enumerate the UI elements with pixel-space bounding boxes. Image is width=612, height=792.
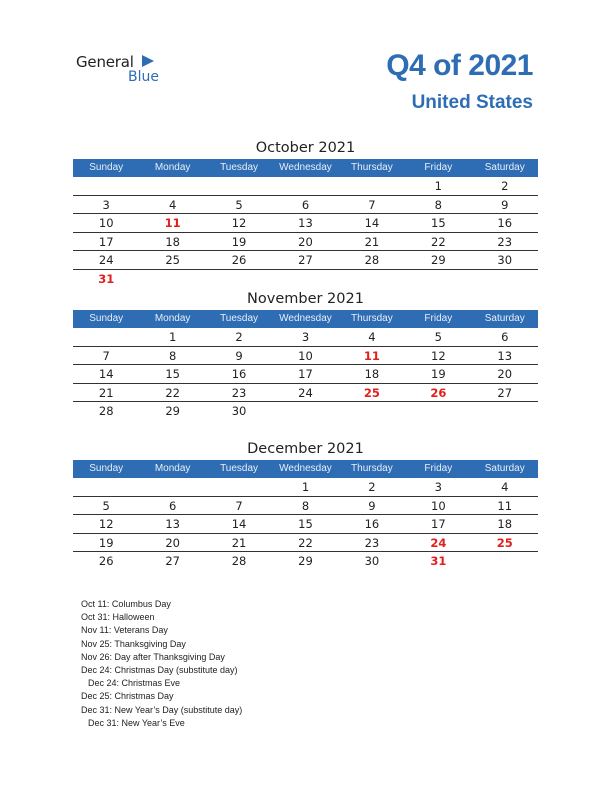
day-cell: 23 — [364, 535, 380, 550]
day-cell: 9 — [501, 197, 509, 212]
day-cell: 6 — [501, 330, 509, 344]
day-cell: 25 — [363, 385, 380, 400]
day-cell: 14 — [364, 216, 380, 230]
weekday-label: Saturday — [484, 463, 525, 474]
day-cell: 12 — [431, 348, 446, 363]
month-title: October 2021 — [255, 140, 356, 156]
day-cell: 6 — [301, 197, 310, 212]
day-cell — [206, 177, 272, 195]
logo-blue-text: Blue — [128, 69, 159, 85]
week-row — [73, 402, 538, 420]
day-cell — [339, 402, 405, 420]
weekday-header — [73, 310, 538, 328]
day-cell: 14 — [231, 517, 247, 531]
day-cell: 1 — [301, 480, 310, 494]
day-cell: 13 — [165, 517, 180, 531]
day-cell: 28 — [231, 554, 247, 568]
holiday-entry: Dec 25: Christmas Day — [81, 691, 174, 702]
day-cell — [206, 478, 272, 496]
day-cell: 22 — [165, 385, 180, 400]
weekday-label: Monday — [154, 463, 191, 474]
day-cell: 25 — [165, 253, 180, 267]
weekday-label: Thursday — [351, 162, 393, 173]
day-cell: 15 — [431, 216, 446, 230]
day-cell: 24 — [98, 253, 114, 267]
day-cell: 18 — [497, 517, 513, 531]
day-cell: 5 — [102, 498, 110, 513]
month-calendar — [73, 288, 538, 420]
day-cell: 10 — [98, 216, 114, 230]
holiday-entry: Dec 31: New Year’s Eve — [88, 717, 185, 728]
weekday-label: Tuesday — [220, 463, 259, 474]
day-cell: 20 — [497, 367, 513, 381]
week-row — [73, 177, 538, 196]
day-cell: 24 — [298, 385, 313, 400]
brand-logo — [76, 53, 186, 89]
week-row — [73, 365, 538, 384]
day-cell: 2 — [235, 330, 243, 344]
month-calendar — [73, 137, 538, 287]
weekday-label: Friday — [424, 162, 453, 173]
day-cell: 3 — [434, 480, 442, 494]
weekday-label: Wednesday — [279, 162, 332, 173]
holiday-entry: Nov 25: Thanksgiving Day — [81, 638, 186, 649]
day-cell: 27 — [298, 253, 313, 267]
weekday-label: Sunday — [89, 313, 124, 324]
week-row — [73, 270, 538, 288]
day-cell: 8 — [434, 197, 442, 212]
day-cell: 2 — [501, 179, 509, 193]
logo-general-text: General — [76, 53, 134, 71]
day-cell: 31 — [430, 554, 447, 568]
day-cell: 11 — [164, 216, 181, 230]
day-cell: 5 — [434, 330, 442, 344]
day-cell — [139, 177, 205, 195]
day-cell: 14 — [98, 367, 114, 381]
day-cell: 24 — [430, 535, 447, 550]
day-cell: 7 — [102, 348, 110, 363]
day-cell: 3 — [102, 197, 110, 212]
weekday-header — [73, 460, 538, 478]
day-cell: 15 — [165, 367, 180, 381]
day-cell — [73, 478, 139, 496]
day-cell: 18 — [165, 234, 180, 249]
day-cell: 11 — [363, 348, 380, 363]
day-cell: 20 — [165, 535, 180, 550]
week-row — [73, 233, 538, 252]
day-cell: 20 — [298, 234, 313, 249]
day-cell: 18 — [364, 367, 380, 381]
weekday-label: Monday — [154, 162, 191, 173]
day-cell: 23 — [231, 385, 247, 400]
quarter-title: Q4 of 2021 — [386, 49, 533, 82]
weekday-label: Monday — [154, 313, 191, 324]
day-cell: 30 — [231, 404, 247, 418]
day-cell: 16 — [497, 216, 513, 230]
day-cell: 9 — [235, 348, 243, 363]
week-row — [73, 328, 538, 347]
day-cell: 7 — [235, 498, 243, 513]
weekday-label: Tuesday — [220, 162, 259, 173]
day-cell: 28 — [98, 404, 114, 418]
day-cell: 21 — [364, 234, 380, 249]
week-row — [73, 347, 538, 366]
holiday-entry: Dec 24: Christmas Eve — [88, 678, 181, 689]
day-cell — [139, 270, 205, 288]
day-cell: 11 — [497, 498, 513, 513]
day-cell — [272, 402, 338, 420]
day-cell: 22 — [298, 535, 313, 550]
day-cell — [339, 270, 405, 288]
day-cell: 15 — [298, 517, 313, 531]
day-cell: 28 — [364, 253, 380, 267]
day-cell — [472, 552, 538, 570]
holiday-entry: Oct 31: Halloween — [81, 612, 155, 623]
week-row — [73, 214, 538, 233]
day-cell: 1 — [434, 179, 442, 193]
day-cell — [405, 270, 471, 288]
day-cell — [405, 402, 471, 420]
weekday-label: Thursday — [351, 463, 393, 474]
holiday-list — [81, 598, 242, 730]
month-calendar — [73, 438, 538, 570]
day-cell — [206, 270, 272, 288]
day-cell: 21 — [98, 385, 114, 400]
day-cell: 26 — [231, 253, 247, 267]
week-row — [73, 515, 538, 534]
day-cell: 19 — [431, 367, 446, 381]
day-cell: 9 — [368, 498, 376, 513]
day-cell: 10 — [431, 498, 446, 513]
flag-icon — [142, 55, 154, 67]
day-cell: 13 — [298, 216, 313, 230]
day-cell: 5 — [235, 197, 243, 212]
day-cell: 4 — [168, 197, 177, 212]
week-row — [73, 251, 538, 270]
day-cell: 30 — [497, 253, 513, 267]
week-row — [73, 196, 538, 215]
holiday-entry: Dec 31: New Year’s Day (substitute day) — [81, 704, 243, 715]
holiday-entry: Oct 11: Columbus Day — [81, 599, 171, 609]
month-title: November 2021 — [247, 291, 364, 307]
day-cell: 17 — [298, 367, 313, 381]
day-cell: 12 — [231, 216, 247, 230]
week-row — [73, 384, 538, 403]
weekday-label: Wednesday — [279, 313, 332, 324]
day-cell: 26 — [98, 554, 114, 568]
day-cell — [272, 270, 338, 288]
day-cell: 1 — [168, 330, 177, 344]
day-cell: 25 — [496, 535, 513, 550]
holiday-entry: Nov 11: Veterans Day — [81, 625, 168, 636]
day-cell: 7 — [368, 197, 376, 212]
day-cell — [472, 270, 538, 288]
week-row — [73, 478, 538, 497]
day-cell: 17 — [98, 234, 114, 249]
day-cell: 6 — [168, 498, 177, 513]
day-cell: 19 — [98, 535, 114, 550]
week-row — [73, 534, 538, 553]
day-cell: 16 — [364, 517, 380, 531]
day-cell — [73, 328, 139, 346]
day-cell: 30 — [364, 554, 380, 568]
weekday-label: Sunday — [89, 463, 124, 474]
day-cell: 19 — [231, 234, 247, 249]
week-row — [73, 552, 538, 570]
weekday-label: Friday — [424, 463, 453, 474]
country-title: United States — [411, 92, 533, 113]
day-cell: 27 — [497, 385, 513, 400]
holiday-entry: Dec 24: Christmas Day (substitute day) — [81, 665, 238, 676]
day-cell: 2 — [368, 480, 376, 494]
day-cell: 8 — [301, 498, 310, 513]
day-cell: 22 — [431, 234, 446, 249]
day-cell: 12 — [98, 517, 114, 531]
day-cell: 13 — [497, 348, 513, 363]
day-cell — [139, 478, 205, 496]
day-cell: 27 — [165, 554, 180, 568]
day-cell: 26 — [430, 385, 447, 400]
month-title: December 2021 — [247, 441, 364, 457]
day-cell — [272, 177, 338, 195]
day-cell: 21 — [231, 535, 247, 550]
day-cell — [73, 177, 139, 195]
week-row — [73, 497, 538, 516]
weekday-label: Sunday — [89, 162, 124, 173]
day-cell: 10 — [298, 348, 313, 363]
weekday-label: Saturday — [484, 162, 525, 173]
day-cell: 29 — [298, 554, 313, 568]
day-cell: 8 — [168, 348, 177, 363]
weekday-label: Thursday — [351, 313, 393, 324]
weekday-label: Friday — [424, 313, 453, 324]
day-cell: 4 — [368, 330, 376, 344]
day-cell: 29 — [431, 253, 446, 267]
day-cell: 31 — [98, 271, 115, 286]
weekday-label: Tuesday — [220, 313, 259, 324]
day-cell: 17 — [431, 517, 446, 531]
weekday-header — [73, 159, 538, 177]
weekday-label: Wednesday — [279, 463, 332, 474]
day-cell: 3 — [301, 330, 310, 344]
day-cell: 23 — [497, 234, 513, 249]
day-cell: 16 — [231, 367, 247, 381]
day-cell — [339, 177, 405, 195]
weekday-label: Saturday — [484, 313, 525, 324]
day-cell: 29 — [165, 404, 180, 418]
holiday-entry: Nov 26: Day after Thanksgiving Day — [81, 651, 225, 662]
day-cell: 4 — [501, 480, 509, 494]
day-cell — [472, 402, 538, 420]
